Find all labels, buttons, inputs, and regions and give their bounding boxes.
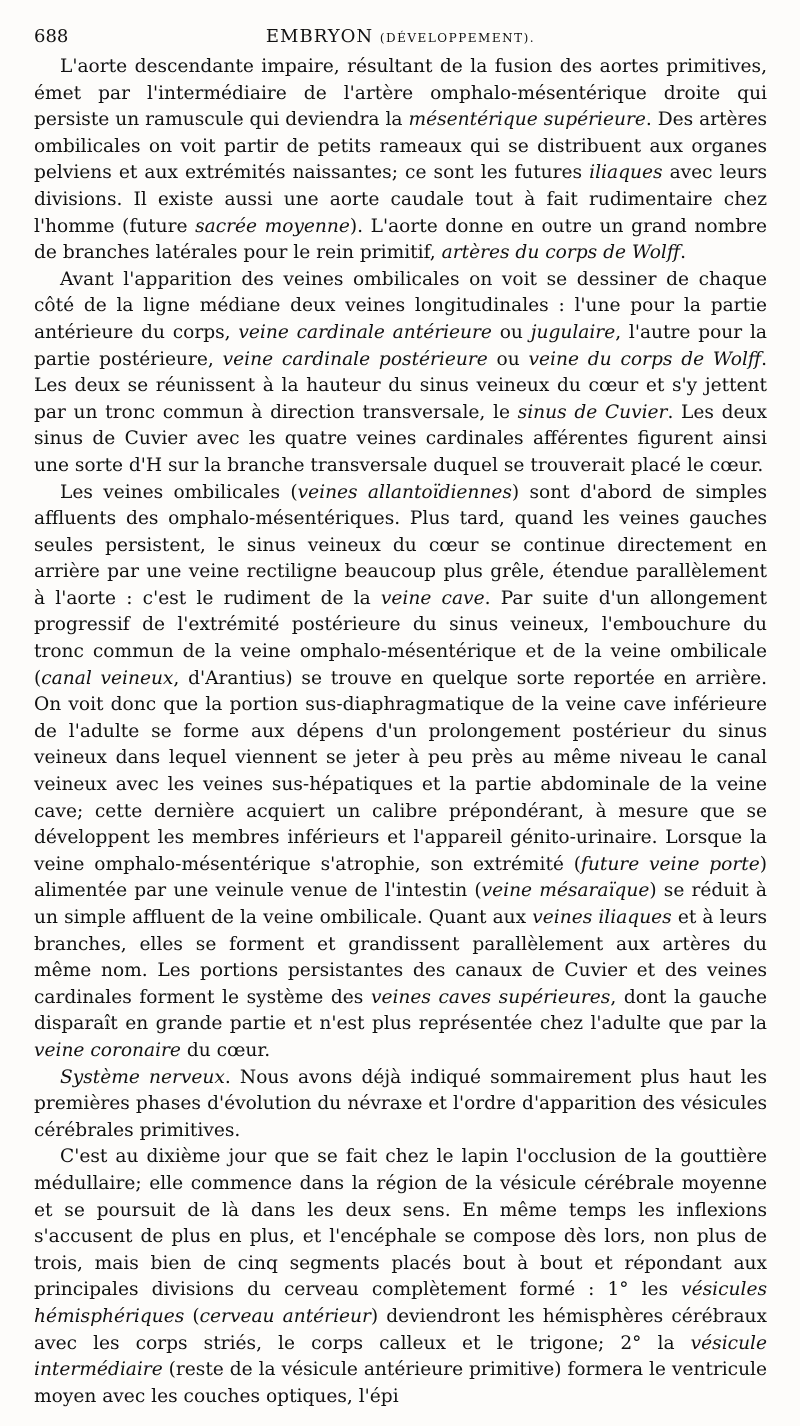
text-run: L'aorte descendante impaire, résultant de la fusion des aortes primitives, émet par l'intermédiaire de l'artère omphalo-mésentérique droite qui persiste un ramuscule qui deviendra la — [34, 56, 767, 131]
text-run: ). L'aorte donne en outre un grand nombre de branches latérales pour le rein primitif, — [34, 215, 767, 264]
text-run: . Par suite d'un allongement progressif de l'extrémité postérieure du sinus veineux, l'embouchure du tronc commun de la veine omphalo-mésentérique et de la veine ombilicale ( — [34, 587, 767, 689]
italic-term: veines iliaques — [532, 907, 672, 928]
text-run: . Les deux se réunissent à la hauteur du sinus veineux du cœur et s'y jettent par un tronc commun à direction transversale, le — [34, 348, 767, 423]
italic-term: veine cave — [380, 587, 485, 609]
text-run: et à leurs branches, elles se forment et grandissent parallèlement aux artères du même nom. Les portions persistantes des canaux de Cuvier et des veines cardinales forment le système des — [34, 907, 767, 1008]
text-run: ou — [487, 348, 529, 370]
italic-term: veine coronaire — [34, 1039, 181, 1061]
italic-term: veines allantoïdiennes — [297, 481, 512, 503]
italic-term: veines caves supérieures — [370, 986, 611, 1008]
text-run: Les veines ombilicales ( — [60, 481, 298, 503]
text-run: du cœur. — [180, 1039, 271, 1061]
italic-term: veine cardinale antérieure — [238, 321, 492, 343]
paragraph-gouttiere-medullaire — [34, 1144, 767, 1410]
paragraph-veines-ombilicales — [34, 480, 767, 1065]
italic-term: vésicule intermédiaire — [34, 1332, 767, 1381]
document-page — [34, 24, 767, 1410]
italic-term: canal veineux — [41, 667, 174, 689]
italic-term: mésentérique supérieure — [408, 109, 646, 131]
running-title — [34, 26, 767, 47]
running-title-main: EMBRYON — [265, 26, 374, 47]
italic-term: sacrée moyenne — [195, 215, 350, 237]
italic-term: vésicules hémisphériques — [34, 1279, 767, 1327]
italic-term: veine du corps de Wolff — [528, 348, 762, 370]
text-run: ) alimentée par une veinule venue de l'intestin ( — [34, 853, 767, 902]
text-run: ) deviendront les hémisphères cérébraux avec les corps striés, le corps calleux et le trigone; 2° la — [34, 1305, 767, 1354]
text-run: . Des artères ombilicales on voit partir de petits rameaux qui se distribuent aux organes pelviens et aux extrémités naissantes; ce sont les futures — [34, 109, 767, 184]
text-run: , d'Arantius) se trouve en quelque sorte reportée en arrière. On voit donc que la portion sus-diaphragmatique de la veine cave inférieure de l'adulte se forme aux dépens d'un prolongement postérieur du sinus veineux dans lequel viennent se jeter à peu près au même niveau le canal veineux avec les veines sus-hépatiques et la partie abdominale de la veine cave; cette dernière acquiert un calibre prépondérant, à mesure que se développent les membres inférieurs et l'appareil génito-urinaire. Lorsque la veine omphalo-mésentérique s'atrophie, son extrémité ( — [34, 667, 767, 875]
italic-term: future veine porte — [581, 853, 760, 875]
text-run: ( — [184, 1305, 200, 1327]
text-run: ) se réduit à un simple affluent de la veine ombilicale. Quant aux — [34, 880, 767, 928]
italic-term: artères du corps de Wolff — [441, 242, 681, 264]
text-run: avec leurs divisions. Il existe aussi une aorte caudale tout à fait rudimentaire chez l'homme (future — [34, 162, 767, 237]
italic-term: Système nerveux — [60, 1066, 225, 1088]
paragraph-aorte — [34, 54, 767, 267]
italic-term: cerveau antérieur — [199, 1305, 371, 1327]
text-run: (reste de la vésicule antérieure primitive) formera le ventricule moyen avec les couches optiques, l'épi — [34, 1359, 767, 1407]
text-run: . — [680, 242, 686, 264]
body-text — [34, 54, 767, 1410]
paragraph-systeme-nerveux — [34, 1065, 767, 1145]
italic-term: sinus de Cuvier — [517, 401, 668, 423]
text-run: ou — [491, 321, 531, 343]
running-header — [34, 24, 767, 54]
italic-term: jugulaire — [530, 321, 616, 343]
text-run: Avant l'apparition des veines ombilicales on voit se dessiner de chaque côté de la ligne médiane deux veines longitudinales : l'une pour la partie antérieure du corps, — [34, 268, 767, 343]
text-run: . Les deux sinus de Cuvier avec les quatre veines cardinales afférentes figurent ainsi une sorte d'H sur la branche transversale duquel se trouverait placé le cœur. — [34, 401, 767, 476]
page-number: 688 — [34, 26, 69, 47]
italic-term: veine cardinale postérieure — [222, 348, 488, 370]
running-title-sub: (DÉVELOPPEMENT). — [379, 31, 536, 45]
paragraph-veines-cardinales — [34, 267, 767, 480]
text-run: ) sont d'abord de simples affluents des omphalo-mésentériques. Plus tard, quand les veines gauches seules persistent, le sinus veineux du cœur se continue directement en arrière par une veine rectiligne beaucoup plus grêle, étendue parallèlement à l'aorte : c'est le rudiment de la — [34, 481, 768, 609]
text-run: , l'autre pour la partie postérieure, — [34, 321, 767, 370]
text-run: . Nous avons déjà indiqué sommairement plus haut les premières phases d'évolution du névraxe et l'ordre d'apparition des vésicules cérébrales primitives. — [34, 1066, 767, 1141]
italic-term: iliaques — [589, 162, 663, 184]
text-run: C'est au dixième jour que se fait chez le lapin l'occlusion de la gouttière médullaire; elle commence dans la région de la vésicule cérébrale moyenne et se poursuit de là dans les deux sens. En même temps les inflexions s'accusent de plus en plus, et l'encéphale se compose dès lors, non plus de trois, mais bien de cinq segments placés bout à bout et répondant aux principales divisions du cerveau complètement formé : 1° les — [34, 1146, 767, 1301]
text-run: , dont la gauche disparaît en grande partie et n'est plus représentée chez l'adulte que par la — [34, 986, 767, 1035]
italic-term: veine mésaraïque — [481, 880, 650, 902]
